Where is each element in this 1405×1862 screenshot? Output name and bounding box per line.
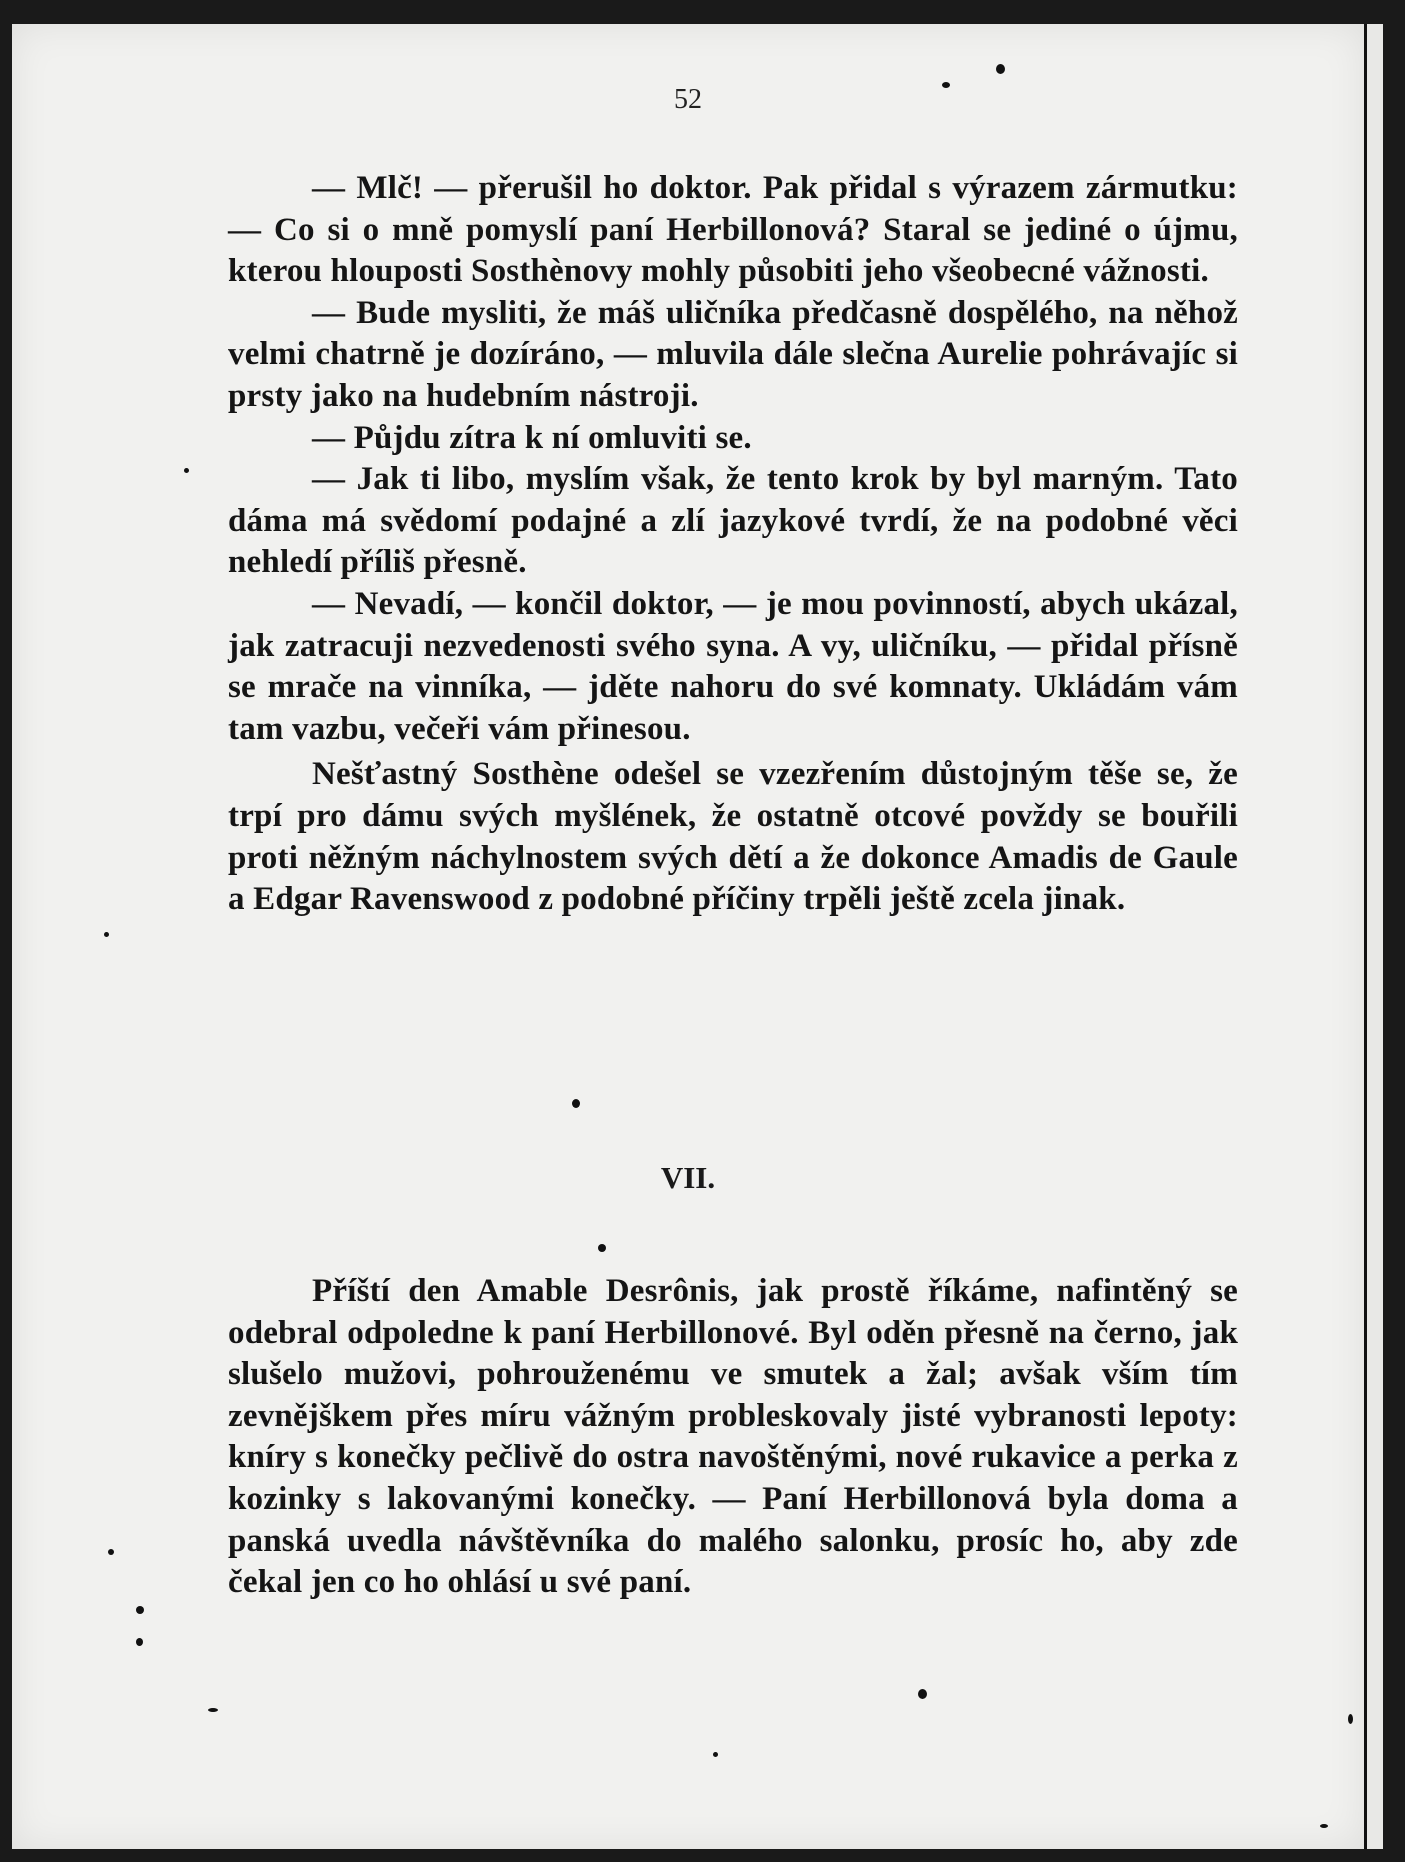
text-section-1 — [228, 168, 1238, 921]
paragraph: — Jak ti libo, myslím však, že tento krok by byl marným. Tato dáma má svědomí podajné a zlí jazykové tvrdí, že na podobné věci nehledí příliš přesně. — [228, 461, 1238, 581]
page-edge — [1364, 24, 1383, 1849]
scan-speck — [713, 1752, 718, 1757]
scan-speck — [104, 932, 109, 937]
scan-speck — [942, 82, 950, 88]
scan-speck — [598, 1244, 606, 1252]
scan-speck — [572, 1099, 580, 1108]
page-number: 52 — [674, 84, 702, 115]
paragraph: — Půjdu zítra k ní omluviti se. — [312, 419, 752, 456]
book-page — [12, 24, 1364, 1849]
paragraph: — Mlč! — přerušil ho doktor. Pak přidal s výrazem zármutku: — Co si o mně pomyslí paní Herbillonová? Staral se jediné o újmu, kterou hlouposti Sosthènovy mohly působiti jeho všeobecné vážnosti. — [228, 170, 1238, 290]
scan-speck — [136, 1606, 144, 1614]
paragraph: Nešťastný Sosthène odešel se vzezřením důstojným těše se, že trpí pro dámu svých myšlének, že ostatně otcové povždy se bouřili proti něžným náchylnostem svých dětí a že dokonce Amadis de Gaule a Edgar Ravenswood z podobné příčiny trpěli ještě zcela jinak. — [228, 756, 1238, 918]
text-section-2 — [228, 1271, 1238, 1604]
paragraph: — Nevadí, — končil doktor, — je mou povinností, abych ukázal, jak zatracuji nezvedenosti svého syna. A vy, uličníku, — přidal přísně se mrače na vinníka, — jděte nahoru do své komnaty. Ukládám vám tam vazbu, večeři vám přinesou. — [228, 585, 1238, 747]
paragraph: Příští den Amable Desrônis, jak prostě říkáme, nafintěný se odebral odpoledne k paní Herbillonové. Byl oděn přesně na černo, jak slušelo mužovi, pohrouženému ve smutek a žal; avšak vším tím zevnějškem přes míru vážným probleskovaly jisté vybranosti lepoty: kníry s konečky pečlivě do ostra navoštěnými, nové rukavice a perka z kozinky s lakovanými konečky. — Paní Herbillonová byla doma a panská uvedla návštěvníka do malého salonku, prosíc ho, aby zde čekal jen co ho ohlásí u své paní. — [228, 1273, 1238, 1601]
scan-speck — [1320, 1824, 1328, 1828]
scan-speck — [208, 1708, 218, 1712]
scan-speck — [1348, 1714, 1353, 1724]
scan-speck — [996, 64, 1005, 74]
paragraph: — Bude mysliti, že máš uličníka předčasně dospělého, na něhož velmi chatrně je dozíráno, — mluvila dále slečna Aurelie pohrávajíc si prsty jako na hudebním nástroji. — [228, 294, 1238, 414]
scan-speck — [184, 468, 189, 473]
chapter-heading: VII. — [660, 1160, 716, 1195]
scan-speck — [136, 1638, 143, 1646]
scan-speck — [108, 1549, 114, 1555]
scan-speck — [918, 1689, 927, 1699]
